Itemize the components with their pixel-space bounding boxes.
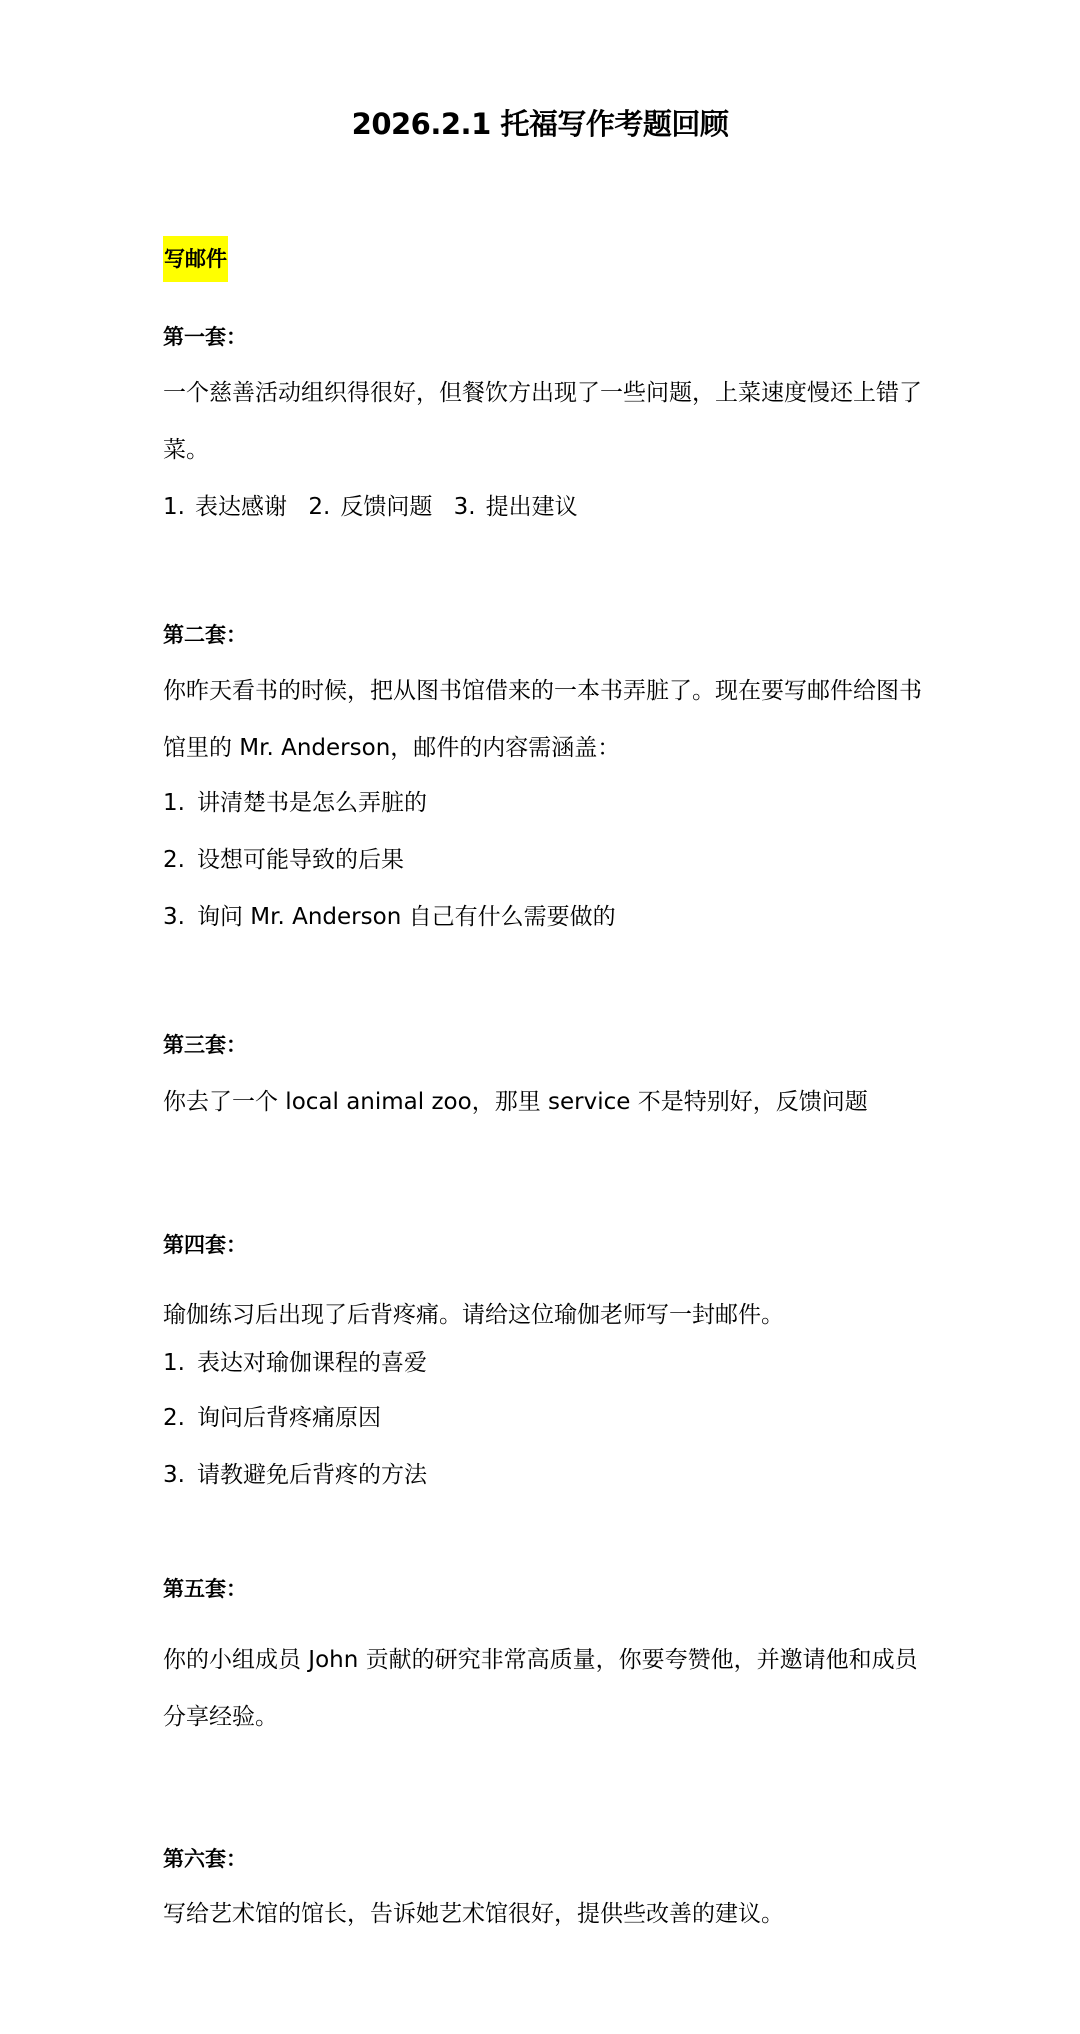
list-item [163, 901, 616, 933]
list-number: 1. [163, 494, 185, 520]
list-item [163, 1347, 427, 1379]
list-number: 1. [163, 790, 185, 816]
list-text: 询问 Mr. Anderson 自己有什么需要做的 [197, 904, 616, 930]
list-number: 3. [163, 904, 185, 930]
list-item [163, 494, 287, 520]
set-5-heading: 第五套： [163, 1577, 247, 1601]
list-number: 2. [308, 494, 331, 520]
list-text: 表达对瑜伽课程的喜爱 [197, 1350, 427, 1376]
list-item [163, 787, 427, 819]
list-text: 提出建议 [485, 494, 578, 520]
list-item [163, 844, 404, 876]
list-text: 请教避免后背疼的方法 [197, 1462, 427, 1488]
set-2-heading: 第二套： [163, 623, 247, 647]
list-text: 询问后背疼痛原因 [197, 1405, 381, 1431]
set-5-prompt: 你的小组成员 John 贡献的研究非常高质量，你要夸赞他，并邀请他和成员分享经验。 [163, 1647, 918, 1730]
set-3-prompt: 你去了一个 local animal zoo，那里 service 不是特别好，反馈问题 [163, 1089, 868, 1115]
list-item [308, 494, 432, 520]
list-item [163, 1402, 381, 1434]
list-text: 设想可能导致的后果 [197, 847, 404, 873]
list-number: 3. [453, 494, 476, 520]
set-1-heading: 第一套： [163, 325, 247, 349]
set-6-prompt: 写给艺术馆的馆长，告诉她艺术馆很好，提供些改善的建议。 [163, 1901, 784, 1927]
list-item [454, 494, 578, 520]
list-number: 1. [163, 1350, 185, 1376]
set-4-prompt: 瑜伽练习后出现了后背疼痛。请给这位瑜伽老师写一封邮件。 [163, 1302, 784, 1328]
set-6-heading: 第六套： [163, 1847, 247, 1871]
list-text: 表达感谢 [195, 494, 287, 520]
set-1-prompt: 一个慈善活动组织得很好，但餐饮方出现了一些问题，上菜速度慢还上错了菜。 [163, 380, 922, 463]
list-number: 3. [163, 1462, 185, 1488]
list-item [163, 1459, 427, 1491]
set-3-heading: 第三套： [163, 1033, 247, 1057]
list-text: 讲清楚书是怎么弄脏的 [197, 790, 427, 816]
set-1-task-list [163, 491, 592, 523]
list-number: 2. [163, 847, 185, 873]
list-number: 2. [163, 1405, 185, 1431]
page-title: 2026.2.1 托福写作考题回顾 [351, 107, 729, 141]
set-2-prompt: 你昨天看书的时候，把从图书馆借来的一本书弄脏了。现在要写邮件给图书馆里的 Mr. Anderson，邮件的内容需涵盖： [163, 678, 922, 761]
list-text: 反馈问题 [340, 494, 433, 520]
set-4-heading: 第四套： [163, 1233, 247, 1257]
category-label-highlighted: 写邮件 [163, 236, 228, 282]
